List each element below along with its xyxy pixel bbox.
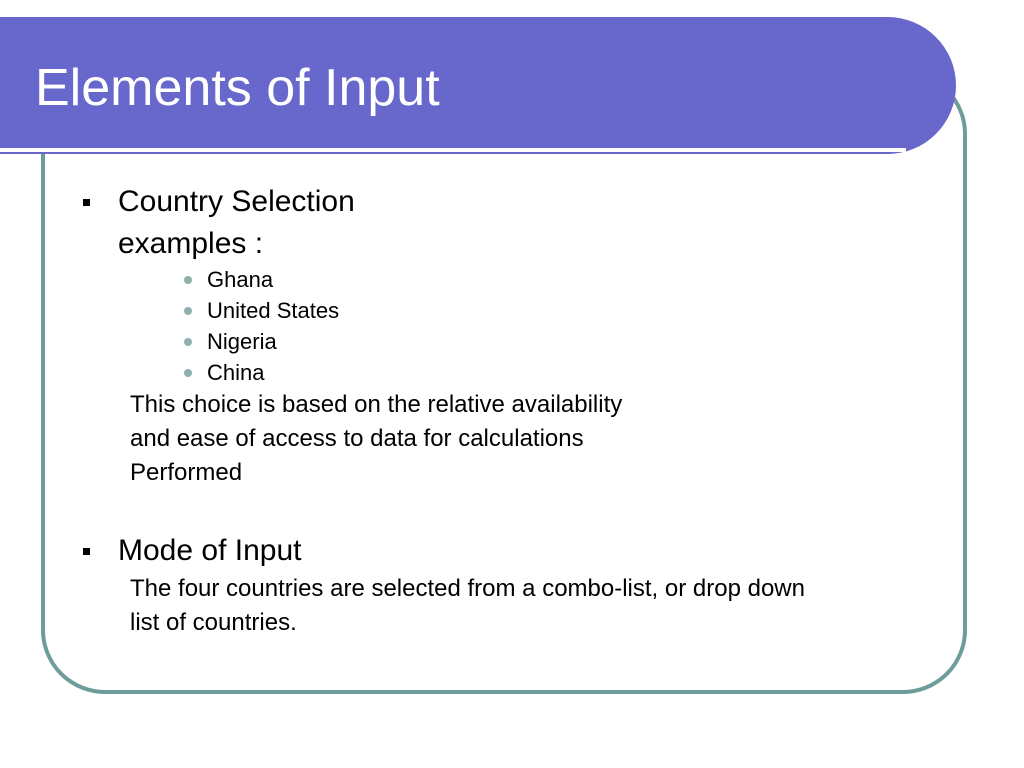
round-bullet-icon [184,338,192,346]
title-bar [0,17,956,154]
list-item-nigeria [180,326,339,357]
bullet-heading-country-selection: Country Selection [118,185,355,218]
round-bullet-icon [184,307,192,315]
square-bullet-icon [83,548,90,555]
paragraph-line: Performed [130,459,243,486]
bullet-heading-continuation: examples : [118,227,264,260]
list-item-united-states [180,295,339,326]
list-item-label: United States [207,298,340,323]
list-item-label: Ghana [207,267,274,292]
slide-title: Elements of Input [35,59,440,117]
title-underline [0,148,906,152]
round-bullet-icon [184,276,192,284]
square-bullet-icon [83,199,90,206]
round-bullet-icon [184,369,192,377]
paragraph-line: This choice is based on the relative availability [130,391,623,418]
country-list [180,264,339,388]
list-item-china [180,357,339,388]
list-item-label: Nigeria [207,329,277,354]
bullet-heading-mode-of-input: Mode of Input [118,534,302,567]
list-item-ghana [180,264,339,295]
list-item-label: China [207,360,265,385]
paragraph-line: list of countries. [130,609,297,636]
paragraph-line: and ease of access to data for calculations [130,425,584,452]
paragraph-line: The four countries are selected from a combo-list, or drop down [130,575,805,602]
